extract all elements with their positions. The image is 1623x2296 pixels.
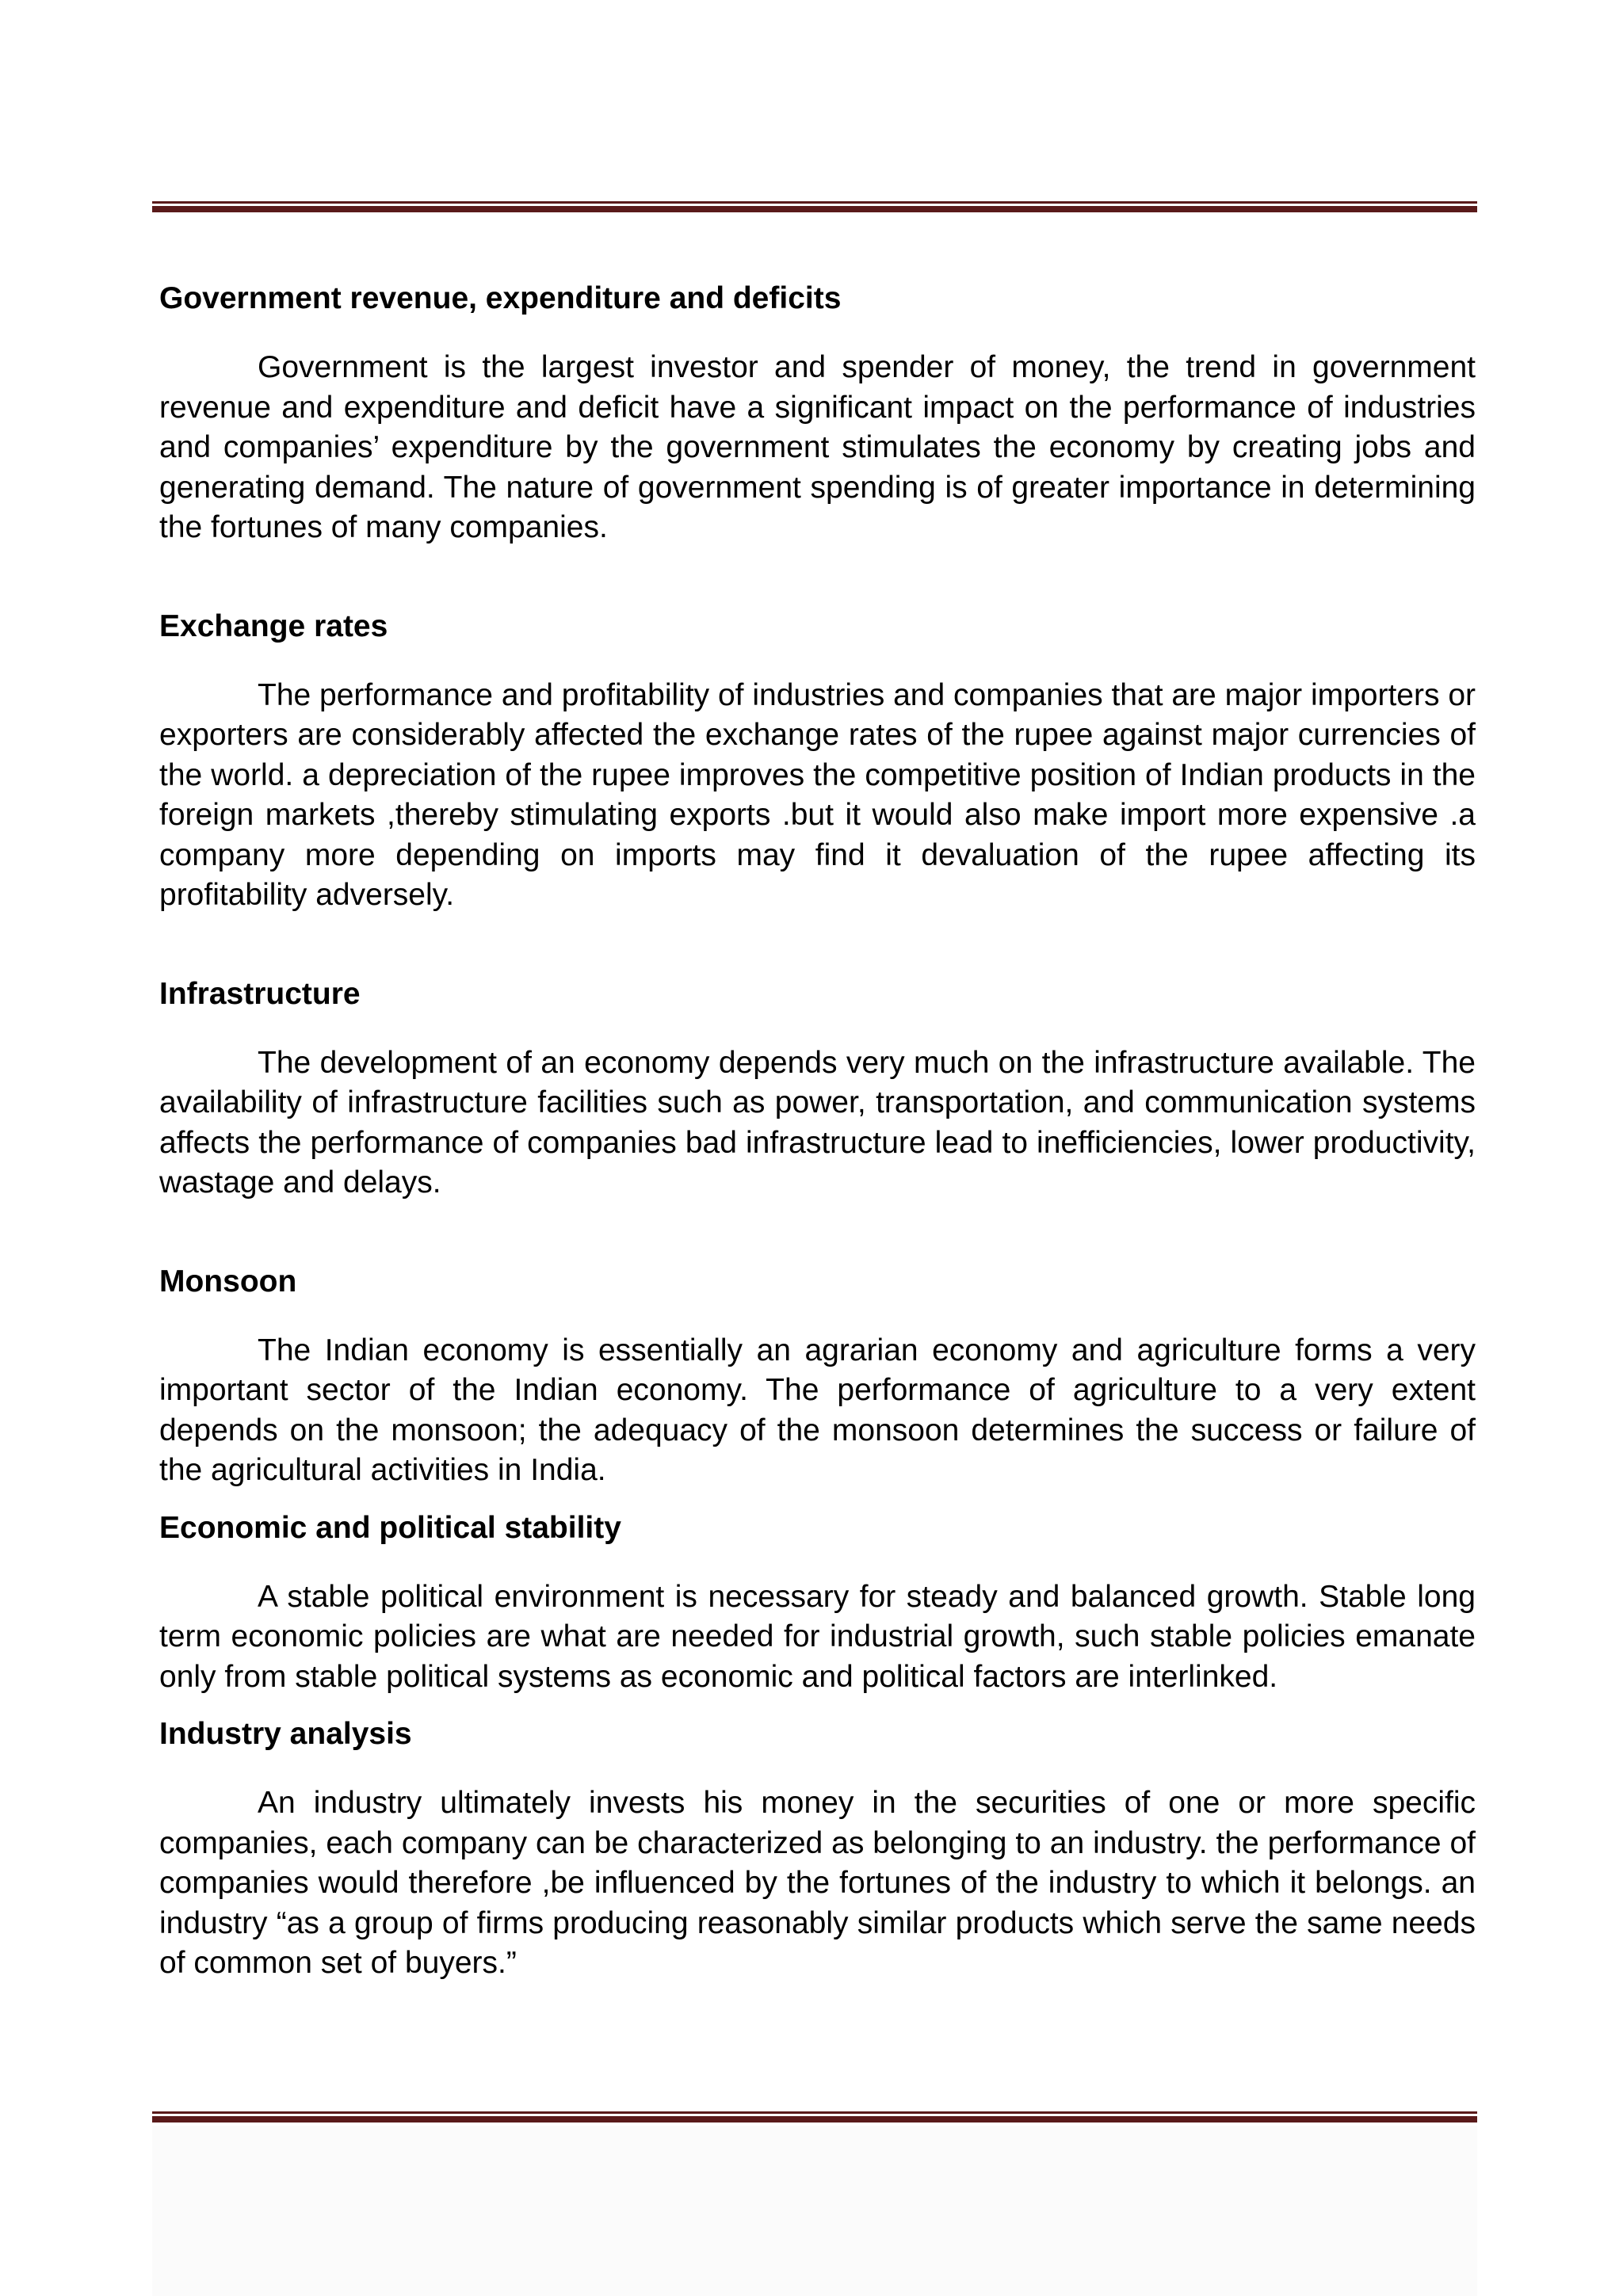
- bottom-divider-rule: [152, 2111, 1477, 2123]
- bottom-rule-thick-line: [152, 2116, 1477, 2122]
- section-monsoon: [159, 1262, 1476, 1491]
- section-heading: Government revenue, expenditure and deficits: [159, 281, 842, 315]
- section-heading: Industry analysis: [159, 1717, 412, 1751]
- top-divider-rule: [152, 201, 1477, 213]
- bottom-rule-thin-line: [152, 2111, 1477, 2114]
- section-paragraph: The Indian economy is essentially an agrarian economy and agriculture forms a very important sector of the Indian economy. The performance of agriculture to a very extent depends on the monsoon; the adequacy of the monsoon determines the success or failure of the agricultural activities in India.: [159, 1333, 1476, 1487]
- section-paragraph: Government is the largest investor and spender of money, the trend in government revenue and expenditure and deficit have a significant impact on the performance of industries and companies’ expenditure by the government stimulates the economy by creating jobs and generating demand. The nature of government spending is of greater importance in determining the fortunes of many companies.: [159, 350, 1476, 544]
- section-heading: Exchange rates: [159, 608, 388, 643]
- section-paragraph: The development of an economy depends very much on the infrastructure available. The availability of infrastructure facilities such as power, transportation, and communication systems affects the performance of companies bad infrastructure lead to inefficiencies, lower productivity, wastage and delays.: [159, 1045, 1476, 1199]
- document-body: [159, 279, 1476, 1984]
- section-exchange-rates: [159, 607, 1476, 916]
- section-government-revenue: [159, 279, 1476, 548]
- section-paragraph: An industry ultimately invests his money in the securities of one or more specific companies, each company can be characterized as belonging to an industry. the performance of companies would therefore ,be influenced by the fortunes of the industry to which it belongs. an industry “as a group of firms producing reasonably similar products which serve the same needs of common set of buyers.”: [159, 1786, 1476, 1980]
- section-paragraph: The performance and profitability of industries and companies that are major importers or exporters are considerably affected the exchange rates of the rupee against major currencies of the world. a depreciation of the rupee improves the competitive position of Indian products in the foreign markets ,thereby stimulating exports .but it would also make import more expensive .a company more depending on imports may find it devaluation of the rupee affecting its profitability adversely.: [159, 677, 1476, 912]
- top-rule-thin-line: [152, 201, 1477, 204]
- section-heading: Infrastructure: [159, 976, 361, 1011]
- top-rule-thick-line: [152, 206, 1477, 212]
- section-infrastructure: [159, 974, 1476, 1203]
- section-political-stability: [159, 1508, 1476, 1698]
- section-heading: Monsoon: [159, 1264, 297, 1299]
- section-heading: Economic and political stability: [159, 1510, 621, 1545]
- section-industry-analysis: [159, 1714, 1476, 1984]
- section-paragraph: A stable political environment is necessary for steady and balanced growth. Stable long term economic policies are what are needed for industrial growth, such stable policies emanate only from stable political systems as economic and political factors are interlinked.: [159, 1579, 1476, 1694]
- footer-area: [152, 2126, 1477, 2296]
